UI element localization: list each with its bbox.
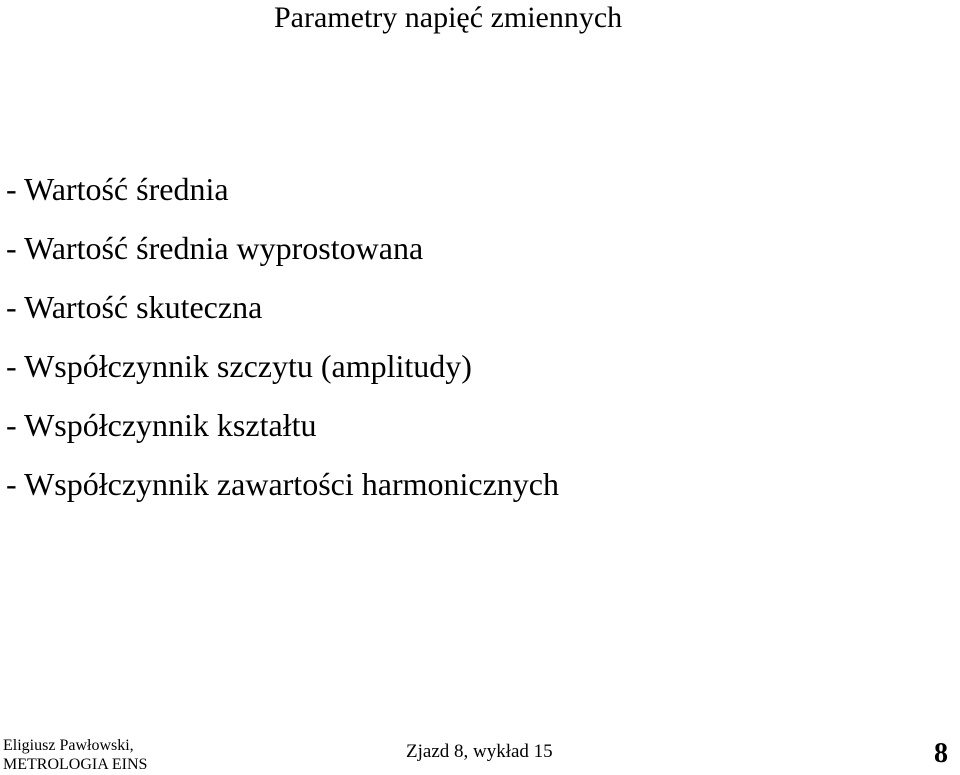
parameter-list bbox=[6, 160, 559, 514]
list-item-crest-factor: - Współczynnik szczytu (amplitudy) bbox=[6, 348, 472, 384]
footer-session: Zjazd 8, wykład 15 bbox=[406, 741, 553, 762]
page-number: 8 bbox=[934, 738, 948, 769]
list-item-rms-value: - Wartość skuteczna bbox=[6, 289, 263, 325]
footer-course-name: METROLOGIA EINS bbox=[3, 756, 148, 773]
list-item-form-factor: - Współczynnik kształtu bbox=[6, 407, 317, 443]
list-item-harmonic-content-factor: - Współczynnik zawartości harmonicznych bbox=[6, 466, 559, 502]
list-item-rectified-mean-value: - Wartość średnia wyprostowana bbox=[6, 230, 424, 266]
slide-title: Parametry napięć zmiennych bbox=[274, 1, 623, 34]
footer-author-name: Eligiusz Pawłowski, bbox=[3, 737, 134, 754]
list-item-mean-value: - Wartość średnia bbox=[6, 171, 229, 207]
footer-author bbox=[3, 736, 147, 774]
